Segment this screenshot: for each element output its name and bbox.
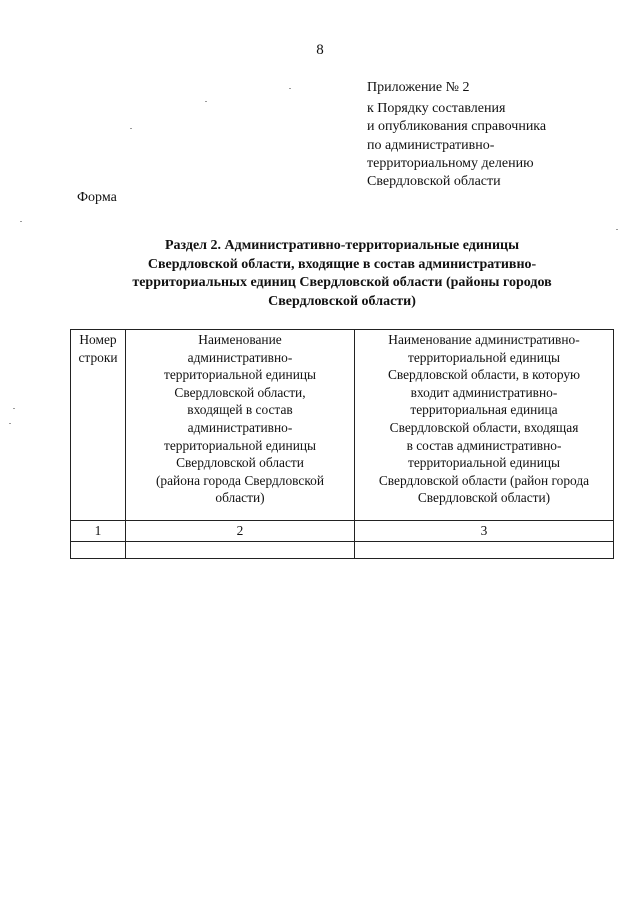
header-line: Свердловской области,: [174, 384, 306, 400]
header-line: территориальной единицы: [163, 437, 317, 453]
header-line: Наименование административно-: [388, 332, 580, 347]
header-line: области): [215, 490, 265, 506]
header-line: Свердловской области: [176, 455, 304, 471]
appendix-line: к Порядку составления: [367, 101, 506, 117]
appendix-line: территориальному делению: [367, 155, 534, 171]
table-header-row: [71, 330, 614, 521]
appendix-line: по административно-: [367, 137, 495, 153]
header-line: строки: [78, 349, 118, 365]
header-cell-row-number: [71, 330, 126, 521]
header-line: Свердловской области): [417, 490, 551, 506]
section-title-line: Свердловской области, входящие в состав административно-: [147, 256, 537, 272]
section-title-line: Свердловской области): [268, 293, 416, 309]
page-number: 8: [316, 42, 324, 58]
scan-speck: [9, 423, 11, 424]
header-cell-parent-unit-name: [355, 330, 614, 521]
header-line: Свердловской области, входящая: [389, 419, 579, 435]
appendix-line: и опубликования справочника: [367, 119, 547, 135]
header-line: Свердловской области, в которую: [387, 367, 581, 383]
header-line: входит административно-: [410, 384, 558, 400]
column-number-cell: 2: [126, 521, 355, 542]
table-row: [71, 541, 614, 558]
scan-speck: [130, 128, 132, 129]
scan-speck: [616, 229, 618, 230]
column-number-cell: 3: [355, 521, 614, 542]
header-line: административно-: [187, 349, 293, 365]
scan-speck: [205, 101, 207, 102]
header-line: Номер: [79, 332, 117, 347]
table-cell: [355, 541, 614, 558]
form-label: Форма: [77, 190, 117, 205]
header-line: административно-: [187, 419, 293, 435]
header-line: входящей в состав: [187, 402, 293, 418]
table-cell: [71, 541, 126, 558]
scan-speck: [13, 408, 15, 409]
header-line: в состав административно-: [406, 437, 562, 453]
table-cell: [126, 541, 355, 558]
form-table: [70, 329, 614, 559]
header-line: Свердловской области (район города: [378, 472, 590, 488]
section-title: [70, 237, 614, 311]
header-line: (района города Свердловской: [155, 472, 325, 488]
scan-speck: [20, 221, 22, 222]
column-number-cell: 1: [71, 521, 126, 542]
header-line: территориальной единицы: [163, 367, 317, 383]
appendix-title: Приложение № 2: [367, 80, 470, 95]
header-cell-unit-name: [126, 330, 355, 521]
column-number-row: [71, 521, 614, 542]
header-line: территориальной единицы: [407, 349, 561, 365]
section-title-line: территориальных единиц Свердловской области (районы городов: [132, 275, 552, 290]
appendix-line: Свердловской области: [367, 174, 501, 190]
header-line: Наименование: [198, 332, 282, 347]
header-line: территориальной единицы: [407, 455, 561, 471]
appendix-block: [367, 79, 617, 191]
header-line: территориальная единица: [410, 402, 558, 418]
scan-speck: [289, 88, 291, 89]
section-title-line: Раздел 2. Административно-территориальные единицы: [164, 238, 520, 253]
